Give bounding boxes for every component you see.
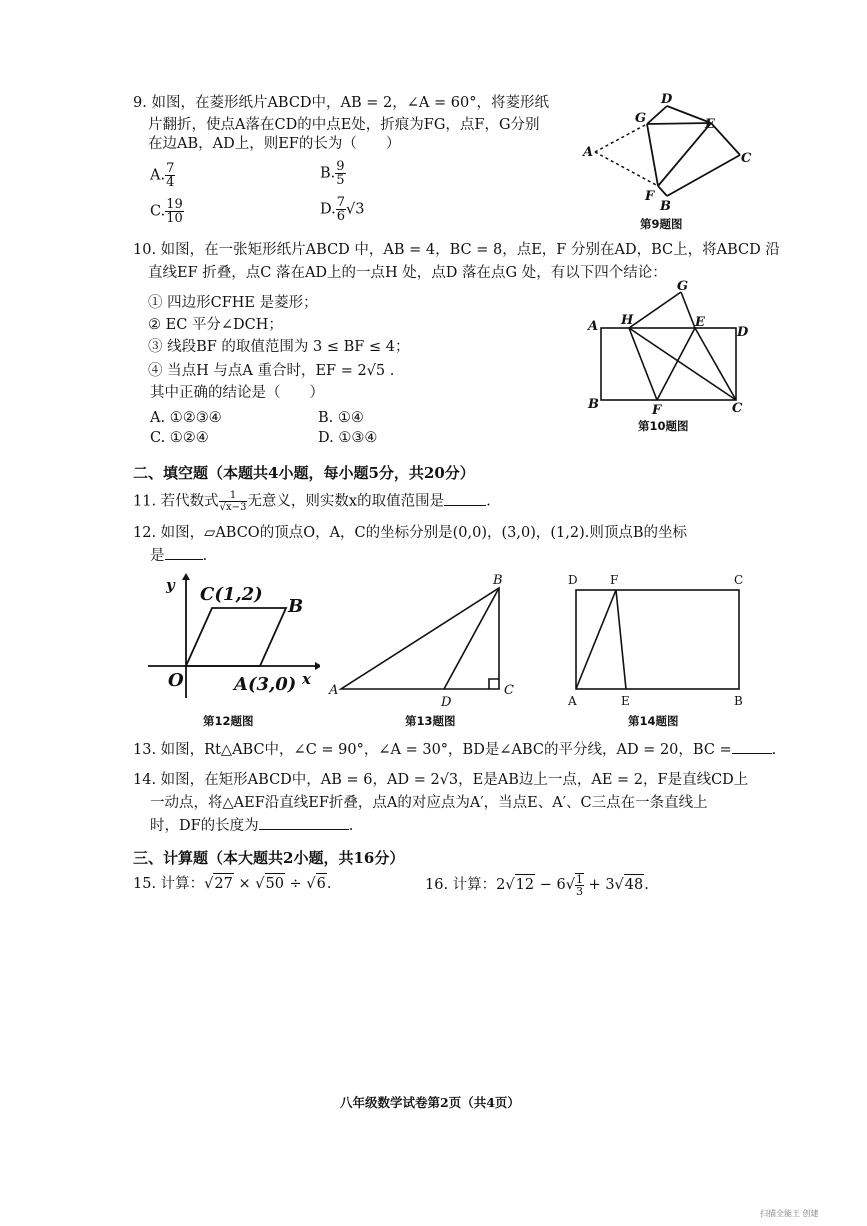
q9-edge-gd	[647, 106, 667, 124]
q9-stem-line1: 9. 如图，在菱形纸片ABCD中，AB = 2，∠A = 60°，将菱形纸	[133, 95, 549, 111]
q14-line1: 14. 如图，在矩形ABCD中，AB = 6，AD = 2√3，E是AB边上一点，AE = 2，F是直线CD上	[133, 772, 749, 788]
q12-line1: 12. 如图，▱ABCO的顶点O，A，C的坐标分别是(0,0)，(3,0)，(1,2).则顶点B的坐标	[133, 525, 688, 541]
q14-line2: 一动点，将△AEF沿直线EF折叠，点A的对应点为A′，当点E、A′、C三点在一条直线上	[150, 795, 708, 811]
q12-point-b-label: B	[288, 596, 304, 617]
q11-answer-blank[interactable]	[444, 491, 486, 506]
q9-option-a: A. $\frac{7}{4}$	[150, 161, 175, 190]
q10-question: 其中正确的结论是（ ）	[150, 385, 324, 401]
q10-label-b: B	[588, 397, 599, 412]
q12-line2: 是 .	[150, 545, 207, 566]
q14-figure	[560, 570, 750, 710]
q9-option-b-fraction: $\frac{9}{5}$	[336, 159, 345, 188]
q13-text: 13. 如图，Rt△ABC中，∠C = 90°，∠A = 30°，BD是∠ABC的平分线，AD = 20，BC = .	[133, 739, 776, 760]
q10-label-e: E	[695, 315, 705, 330]
q12-origin-label: O	[168, 670, 184, 691]
q9-option-c-fraction: $\frac{19}{10}$	[166, 197, 183, 226]
q13-triangle	[341, 588, 499, 689]
q9-figure	[575, 88, 755, 218]
q10-stem-line2: 直线EF 折叠，点C 落在AD上的一点H 处，点D 落在点G 处，有以下四个结论：	[148, 265, 667, 281]
q12-caption: 第12题图	[203, 714, 254, 728]
q12-y-label: y	[166, 576, 175, 594]
q10-option-a: A. ①②③④	[150, 410, 222, 426]
q9-label-c: C	[741, 151, 752, 166]
q16-text: 16. 计算：2√12 − 6√ $\frac{1}{3}$ + 3√48.	[425, 873, 649, 898]
q10-label-d: D	[737, 325, 749, 340]
q13-label-c: C	[504, 683, 514, 698]
section-calculation-heading: 三、计算题（本大题共2小题，共16分）	[133, 849, 405, 867]
q14-rectangle	[576, 590, 739, 689]
q10-option-c: C. ①②④	[150, 430, 209, 446]
q9-option-d-fraction: $\frac{7}{6}$	[336, 195, 345, 224]
q9-label-g: G	[635, 111, 647, 126]
q12-point-a-label: A(3,0)	[234, 674, 297, 695]
q13-label-b: B	[493, 573, 503, 588]
q9-option-a-fraction: $\frac{7}{4}$	[166, 161, 175, 190]
q13-answer-blank[interactable]	[732, 739, 772, 754]
q14-label-a: A	[568, 694, 577, 708]
q10-option-d: D. ①③④	[318, 430, 378, 446]
q10-conclusion-1: ① 四边形CFHE 是菱形；	[148, 295, 318, 311]
q9-stem-line3: 在边AB，AD上，则EF的长为（ ）	[148, 136, 401, 152]
q13-caption: 第13题图	[405, 714, 456, 728]
q14-caption: 第14题图	[628, 714, 679, 728]
q12-y-arrow	[182, 573, 190, 580]
q12-x-label: x	[302, 670, 311, 688]
q9-dashed-af	[595, 152, 658, 186]
q10-edge-hf	[629, 328, 657, 400]
q10-edge-hg	[629, 292, 681, 328]
q12-answer-blank[interactable]	[165, 545, 203, 560]
q9-stem-line2: 片翻折，使点A落在CD的中点E处，折痕为FG，点F，G分别	[148, 117, 540, 133]
q9-label-a: A	[583, 145, 594, 160]
q14-edge-af	[576, 590, 616, 689]
q14-label-d: D	[568, 573, 578, 587]
q9-option-c: C. $\frac{19}{10}$	[150, 197, 183, 226]
q10-conclusion-2: ② EC 平分∠DCH；	[148, 317, 283, 333]
q9-label-f: F	[645, 189, 655, 204]
q12-figure	[140, 570, 320, 710]
q10-label-a: A	[588, 319, 599, 334]
q13-right-angle-mark	[489, 679, 499, 689]
q14-line3: 时，DF的长度为 .	[150, 815, 353, 836]
q15-text: 15. 计算：√27 × √50 ÷ √6.	[133, 873, 331, 894]
q10-option-b: B. ①④	[318, 410, 364, 426]
q10-edge-ef	[657, 328, 695, 400]
q10-caption: 第10题图	[638, 419, 689, 433]
q10-label-f: F	[652, 403, 662, 418]
q10-conclusion-3: ③ 线段BF 的取值范围为 3 ≤ BF ≤ 4；	[148, 339, 410, 355]
q10-edge-hc	[629, 328, 736, 400]
q14-edge-fe	[616, 590, 626, 689]
q14-label-c: C	[734, 573, 744, 587]
q10-edge-ec	[695, 328, 736, 400]
q9-label-d: D	[661, 92, 673, 107]
q9-option-b: B. $\frac{9}{5}$	[320, 159, 345, 188]
page-footer: 八年级数学试卷第2页（共4页）	[340, 1095, 520, 1110]
q10-label-h: H	[621, 313, 634, 328]
q9-label-e: E	[705, 117, 715, 132]
q13-label-d: D	[441, 695, 452, 710]
q9-dashed-ag	[595, 124, 647, 152]
q9-edge-ec	[711, 123, 740, 155]
q9-edge-ge	[647, 123, 711, 124]
section-fill-in-heading: 二、填空题（本题共4小题，每小题5分，共20分）	[133, 464, 475, 482]
q16-fraction: $\frac{1}{3}$	[575, 873, 583, 898]
scanner-watermark: 扫描全能王 创建	[760, 1209, 819, 1218]
q10-label-c: C	[732, 401, 743, 416]
q10-edge-ge	[681, 292, 695, 328]
q11-fraction: $\frac{1}{√x-3}$	[219, 490, 247, 513]
q11-text: 11. 若代数式 $\frac{1}{√x-3}$ 无意义，则实数x的取值范围是 .	[133, 490, 491, 513]
q10-stem-line1: 10. 如图，在一张矩形纸片ABCD 中，AB = 4，BC = 8，点E，F 分别在AD，BC上，将ABCD 沿	[133, 242, 780, 258]
q9-edge-fb	[658, 186, 667, 196]
q14-label-f: F	[610, 573, 619, 587]
q14-answer-blank[interactable]	[259, 815, 349, 830]
q14-label-e: E	[621, 694, 630, 708]
q9-option-d: D. $\frac{7}{6}$ √3	[320, 195, 365, 224]
q9-fold-gf	[647, 124, 658, 186]
q10-conclusion-4: ④ 当点H 与点A 重合时，EF = 2√5 .	[148, 363, 395, 379]
q12-parallelogram	[186, 608, 286, 666]
q9-label-b: B	[660, 199, 671, 214]
q9-caption: 第9题图	[640, 217, 683, 231]
q10-label-g: G	[677, 279, 689, 294]
q12-x-arrow	[315, 662, 320, 670]
q12-point-c-label: C(1,2)	[200, 584, 263, 605]
q13-figure	[325, 570, 525, 710]
q13-label-a: A	[329, 683, 339, 698]
q13-bisector-bd	[444, 588, 499, 689]
q14-label-b: B	[734, 694, 743, 708]
q10-figure	[585, 278, 755, 418]
